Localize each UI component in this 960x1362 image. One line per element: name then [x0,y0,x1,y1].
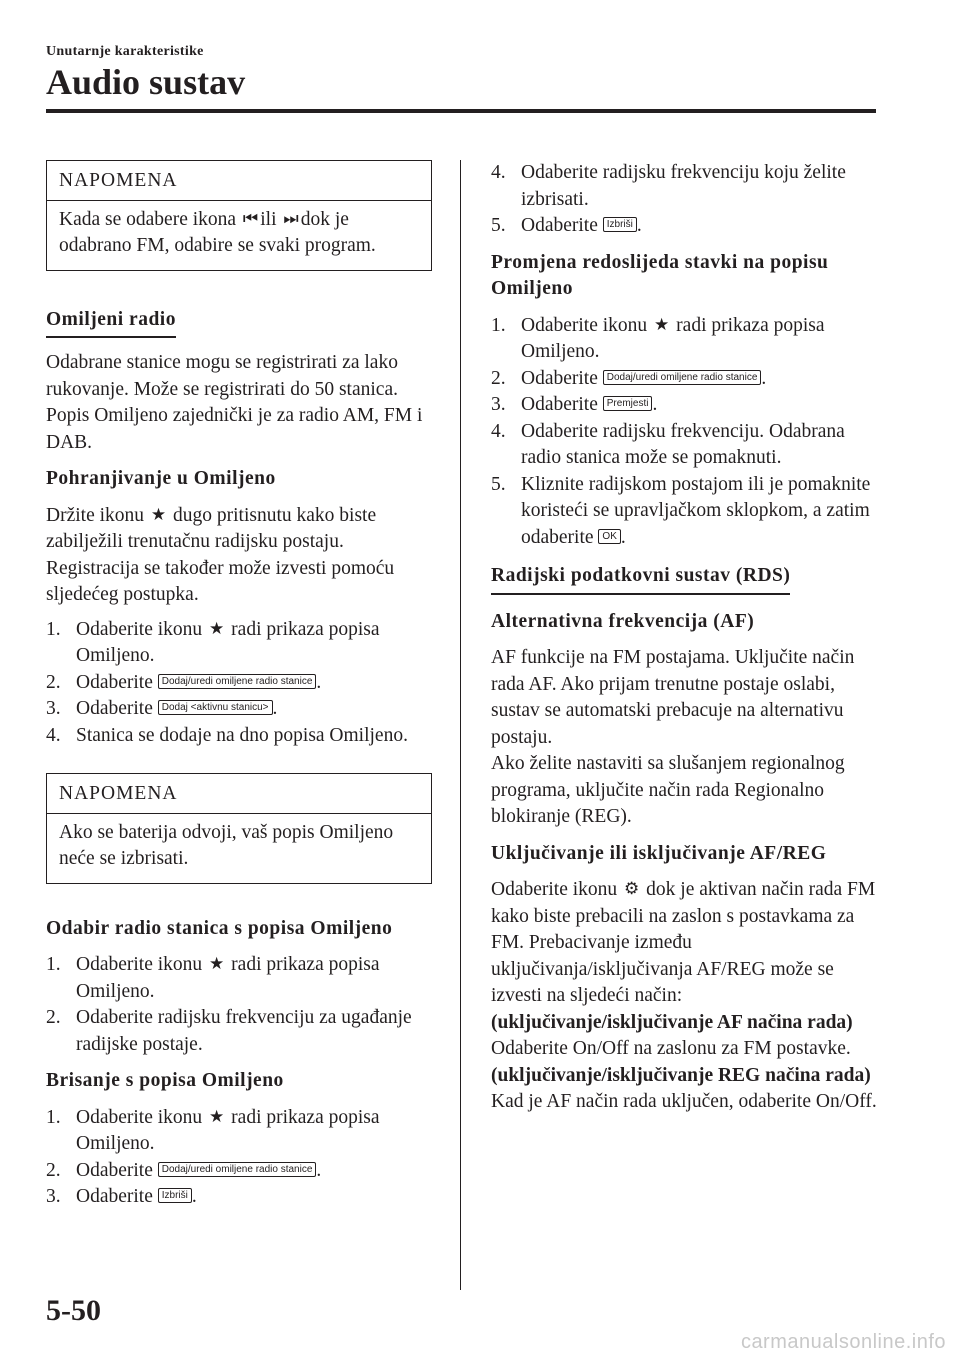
reorder-steps [491,313,877,552]
bold-af-mode: (uključivanje/isključivanje AF načina rada) [491,1011,853,1033]
star-icon: ★ [654,314,670,335]
select-steps [46,952,432,1058]
bold-reg-mode: (uključivanje/isključivanje REG načina rada) [491,1064,871,1086]
list-item: 1. Odaberite ikonu ★ radi prikaza popisa Omiljeno. [46,954,380,1002]
add-active-station-button[interactable]: Dodaj <aktivnu stanicu> [158,700,273,715]
skip-forward-icon: ⏭ [283,208,299,229]
header-rule [46,109,876,113]
list-item: 3. Odaberite Premjesti . [491,394,658,415]
paragraph-reg-onoff: Kad je AF način rada uključen, odaberite On/Off. [491,1091,877,1112]
chapter-label: Unutarnje karakteristike [46,44,204,59]
subhead-reorder: Promjena redoslijeda stavki na popisu Omiljeno [491,251,829,299]
page-title: Audio sustav [46,62,246,102]
list-item: 2. Odaberite Dodaj/uredi omiljene radio stanice . [46,1159,322,1181]
note-box-fm [46,160,432,271]
column-divider [460,160,461,1290]
store-steps [46,617,432,750]
star-icon: ★ [209,954,225,974]
subhead-store: Pohranjivanje u Omiljeno [46,468,276,489]
paragraph-af-onoff: Odaberite On/Off na zaslonu za FM postavke. [491,1038,851,1059]
subhead-toggle: Uključivanje ili isključivanje AF/REG [491,842,827,864]
delete-steps-continued [491,160,877,240]
paragraph-toggle: Odaberite ikonu ⚙ dok je aktivan način rada FM kako biste prebacili na zaslon s postavkama za FM. Prebacivanje između uključivanja/isključivanja AF/REG može se izvesti na sljedeći način: [491,879,876,1006]
star-icon: ★ [209,618,225,639]
list-item: 2. Odaberite Dodaj/uredi omiljene radio stanice . [491,367,767,389]
note-box-battery [46,773,432,884]
list-item: 1. Odaberite ikonu ★ radi prikaza popisa Omiljeno. [491,314,825,362]
section-rds: Radijski podatkovni sustav (RDS) [491,563,790,595]
page-number: 5-50 [46,1294,101,1327]
list-item: 4. Stanica se dodaje na dno popisa Omiljeno. [46,724,408,746]
watermark: carmanualsonline.info [740,1331,946,1353]
paragraph-reg: Ako želite nastaviti sa slušanjem regionalnog programa, uključite način rada Regionalno blokiranje (REG). [491,753,845,827]
list-item: 2. Odaberite radijsku frekvenciju za ugađanje radijske postaje. [46,1007,412,1055]
note-title: NAPOMENA [47,774,431,814]
note-title: NAPOMENA [47,161,431,201]
skip-back-icon: ⏮ [242,208,259,229]
subhead-select: Odabir radio stanica s popisa Omiljeno [46,917,393,939]
right-column [491,160,877,1116]
note-body [47,201,431,270]
delete-steps [46,1105,432,1211]
list-item: 3. Odaberite Dodaj <aktivnu stanicu> . [46,698,278,719]
add-edit-favorites-button[interactable]: Dodaj/uredi omiljene radio stanice [603,370,762,385]
note-text: ili [260,208,277,230]
list-item: 5. Kliznite radijskom postajom ili je pomaknite koristeći se upravljačkom sklopkom, a zatim odaberite OK . [491,473,871,548]
list-item: 4. Odaberite radijsku frekvenciju koju želite izbrisati. [491,162,846,210]
left-column [46,160,432,1219]
list-item: 5. Odaberite Izbriši . [491,215,642,236]
add-edit-favorites-button[interactable]: Dodaj/uredi omiljene radio stanice [158,674,317,689]
move-button[interactable]: Premjesti [603,396,653,411]
delete-button[interactable]: Izbriši [603,217,637,232]
note-text: Kada se odabere ikona [59,208,237,230]
add-edit-favorites-button[interactable]: Dodaj/uredi omiljene radio stanice [158,1162,317,1177]
list-item: 1. Odaberite ikonu ★ radi prikaza popisa Omiljeno. [46,1106,380,1154]
paragraph-favorites-intro: Odabrane stanice mogu se registrirati za lako rukovanje. Može se registrirati do 50 stanica. Popis Omiljeno zajednički je za radio AM, FM i DAB. [46,352,423,453]
list-item: 2. Odaberite Dodaj/uredi omiljene radio stanice . [46,671,322,693]
list-item: 3. Odaberite Izbriši . [46,1186,197,1207]
ok-button[interactable]: OK [598,529,620,544]
paragraph-store: Držite ikonu ★ dugo pritisnutu kako biste zabilježili trenutačnu radijsku postaju. Registracija se također može izvesti pomoću sljedećeg postupka. [46,504,395,605]
gear-icon: ⚙ [624,879,640,899]
note-body: Ako se baterija odvoji, vaš popis Omiljeno neće se izbrisati. [59,821,394,869]
section-favorites: Omiljeni radio [46,307,176,339]
paragraph-af: AF funkcije na FM postajama. Uključite način rada AF. Ako prijam trenutne postaje oslabi, sustav se automatski prebacuje na alternativu postaju. [491,647,855,748]
star-icon: ★ [150,504,167,525]
subhead-delete: Brisanje s popisa Omiljeno [46,1070,284,1091]
star-icon: ★ [209,1106,225,1127]
list-item: 4. Odaberite radijsku frekvenciju. Odabrana radio stanica može se pomaknuti. [491,420,845,468]
subhead-af: Alternativna frekvencija (AF) [491,610,755,632]
delete-button[interactable]: Izbriši [158,1188,192,1203]
list-item: 1. Odaberite ikonu ★ radi prikaza popisa Omiljeno. [46,618,380,666]
note-text: dok je odabrano FM, odabire se svaki program. [59,208,376,256]
